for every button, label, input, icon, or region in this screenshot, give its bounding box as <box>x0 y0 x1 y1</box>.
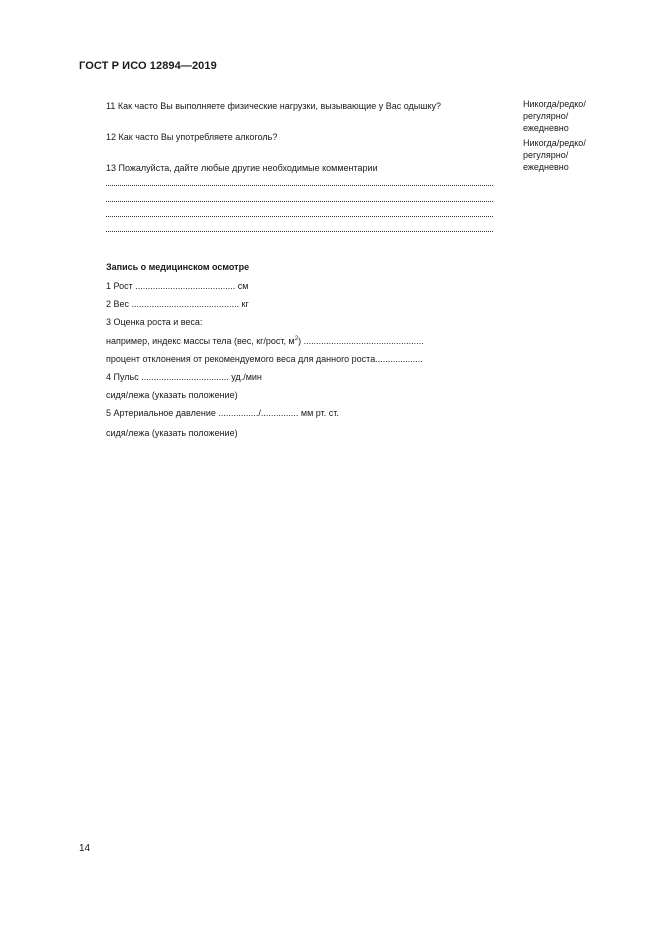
answer-option: ежедневно <box>523 123 569 133</box>
question-11: 11 Как часто Вы выполняете физические нагрузки, вызывающие у Вас одышку? <box>106 101 442 111</box>
question-12: 12 Как часто Вы употребляете алкоголь? <box>106 132 278 142</box>
comment-line-4 <box>106 229 493 232</box>
weight-deviation-field: процент отклонения от рекомендуемого веса для данного роста................... <box>106 354 423 364</box>
height-field: 1 Рост ........................................ см <box>106 281 249 291</box>
pulse-field: 4 Пульс ................................... уд./мин <box>106 372 262 382</box>
bmi-suffix: ) ................................................ <box>298 336 424 346</box>
bmi-prefix: например, индекс массы тела (вес, кг/рост, м <box>106 336 295 346</box>
answer-option: Никогда/редко/ <box>523 138 586 148</box>
answer-option: Никогда/редко/ <box>523 99 586 109</box>
comment-line-2 <box>106 199 493 202</box>
answer-option: регулярно/ <box>523 111 569 121</box>
question-13: 13 Пожалуйста, дайте любые другие необходимые комментарии <box>106 163 378 173</box>
blood-pressure-position: сидя/лежа (указать положение) <box>106 428 238 438</box>
bmi-field <box>106 336 424 346</box>
assessment-label: 3 Оценка роста и веса: <box>106 317 203 327</box>
comment-line-1 <box>106 183 493 186</box>
answer-options-11 <box>523 98 586 134</box>
page-number: 14 <box>79 843 91 854</box>
answer-option: ежедневно <box>523 162 569 172</box>
weight-field: 2 Вес ........................................... кг <box>106 299 249 309</box>
bmi-superscript: 2 <box>294 336 299 342</box>
pulse-position: сидя/лежа (указать положение) <box>106 390 238 400</box>
comment-line-3 <box>106 214 493 217</box>
document-header: ГОСТ Р ИСО 12894—2019 <box>79 60 217 72</box>
answer-options-12 <box>523 137 586 173</box>
blood-pressure-field: 5 Артериальное давление ................/............... мм рт. ст. <box>106 408 339 418</box>
answer-option: регулярно/ <box>523 150 569 160</box>
section-title: Запись о медицинском осмотре <box>106 262 250 272</box>
